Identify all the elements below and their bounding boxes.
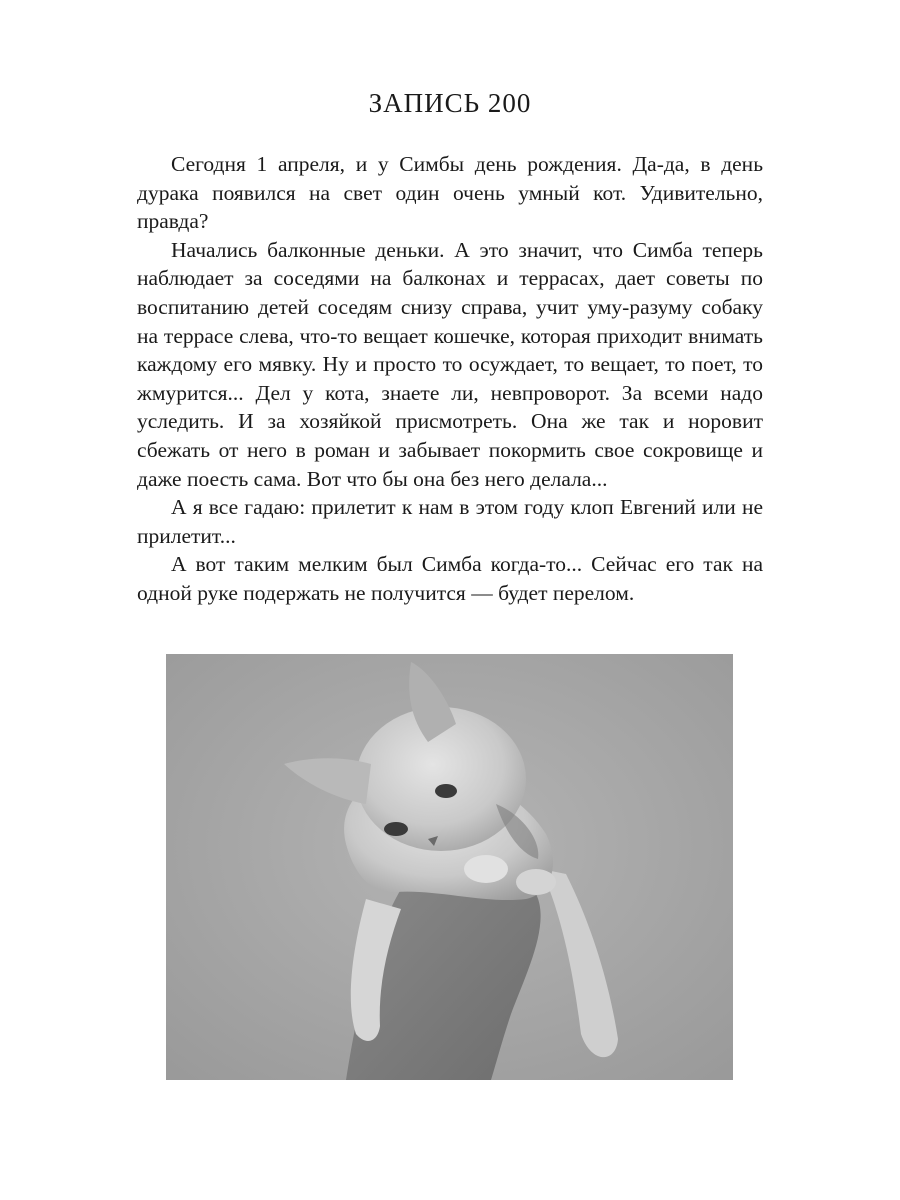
- entry-text: [137, 150, 763, 608]
- kitten-photo: [166, 654, 733, 1080]
- paragraph-1: Сегодня 1 апреля, и у Симбы день рождения. Да-да, в день дурака появился на свет один очень умный кот. Удивительно, правда?: [137, 152, 763, 234]
- paragraph-4: А вот таким мелким был Симба когда-то... Сейчас его так на одной руке подержать не получится — будет перелом.: [137, 552, 763, 605]
- entry-title: ЗАПИСЬ 200: [368, 88, 532, 118]
- paragraph-2: Начались балконные деньки. А это значит, что Симба теперь наблюдает за соседями на балконах и террасах, дает советы по воспитанию детей соседям снизу справа, учит уму-разуму собаку на террасе слева, что-то вещает кошечке, которая приходит внимать каждому его мявку. Ну и просто то осуждает, то вещает, то поет, то жмурится... Дел у кота, знаете ли, невпроворот. За всеми надо уследить. И за хозяйкой присмотреть. Она же так и норовит сбежать от него в роман и забывает покормить свое сокровище и даже поесть сама. Вот что бы она без него делала...: [137, 237, 763, 491]
- paragraph-3: А я все гадаю: прилетит к нам в этом году клоп Евгений или не прилетит...: [137, 495, 763, 548]
